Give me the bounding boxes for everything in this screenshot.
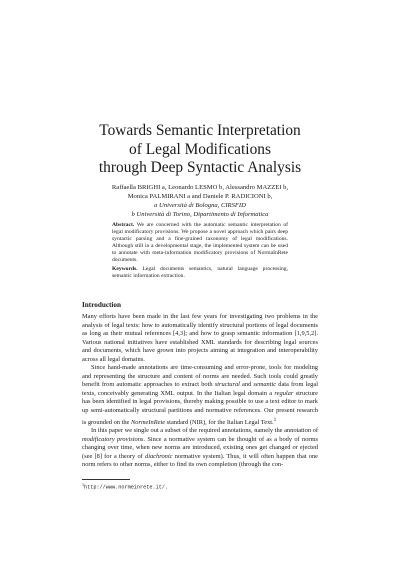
- authors-line-1: Raffaella BRIGHI a, Leonardo LESMO b, Alessandro MAZZEI b,: [111, 184, 289, 191]
- para2-text-a: Since hand-made annotations are time-consuming and error-prone, tools for modeling and representing the structure and content of norms are needed. Such tools could greatly benefit from automatic approaches to extract both: [82, 364, 318, 389]
- para2-emphasis-structural: structural: [214, 381, 240, 389]
- keywords-text: Legal documents semantics, natural language processing, semantic information extraction.: [112, 266, 288, 280]
- title-line-1: Towards Semantic Interpretation: [99, 122, 301, 139]
- para2-text-d: structure has been identified in legal provisions, thereby making possible to use a text editor to mark up semi-automatically structural partitions and normative references. Our present research is grounded on the: [82, 389, 318, 426]
- title-line-2: of Legal Modifications: [129, 140, 271, 158]
- authors-line-2: Monica PALMIRANI a and Daniele P. RADICIONI b,: [127, 193, 273, 200]
- paragraph-3: [82, 427, 318, 470]
- section-heading: Introduction: [82, 301, 122, 309]
- footnote-mark: 1: [82, 482, 84, 487]
- paper-title: [60, 122, 340, 178]
- abstract-block: [112, 222, 288, 283]
- para2-text-b: and: [239, 381, 254, 389]
- keywords: [112, 266, 288, 280]
- abstract: [112, 222, 288, 263]
- footnote: [82, 482, 168, 491]
- footnote-divider: [82, 479, 130, 480]
- footnote-reference: 1: [273, 416, 277, 423]
- para3-text-c: normative system). Thus, it will often happen that one norm refers to other norms, either to find its own completion (through the con-: [82, 452, 319, 469]
- author-block: [70, 183, 330, 219]
- title-line-3: through Deep Syntactic Analysis: [98, 159, 302, 176]
- keywords-label: Keywords.: [112, 266, 138, 273]
- para3-emphasis-diachronic: diachronic: [145, 452, 173, 460]
- para2-text-c: data from legal texts, conceivably generating XML output. In the Italian legal domain a: [82, 381, 318, 397]
- para3-emphasis-modificatory: modificatory provisions: [82, 435, 144, 443]
- affiliation-b: b Università di Torino, Dipartimento di Informatica: [131, 211, 269, 218]
- abstract-label: Abstract.: [112, 222, 135, 228]
- para2-emphasis-normeinrete: NormeInRete: [131, 418, 166, 426]
- para3-text-b: . Since a normative system can be thought of as a body of norms changing over time, when new norms are introduced, existing ones get changed or ejected (see [8] for a theory of: [82, 435, 318, 460]
- paragraph-1: Many efforts have been made in the last few years for investigating two problems in the analysis of legal texts: how to automatically identify structural portions of legal documents as long as their mutual references [4,3]; and how to grasp semantic information [1,9,5,2]. Various national initiatives have established XML standards for describing legal sources and documents, which have grown into projects aiming at integration and interoperability across all legal domains.: [82, 313, 318, 363]
- para2-text-e: standard (NIR), for the Italian Legal Text.: [165, 418, 274, 426]
- abstract-text: We are concerned with the automatic semantic interpretation of legal modificatory provisions. We propose a novel approach which pairs deep syntactic parsing and a fine-grained taxonomy of legal modifications. Although still in a developmental stage, the implemented system can be used to annotate with meta-information modificatory provisions of NormaInRete documents.: [112, 222, 288, 263]
- para2-emphasis-semantic: semantic: [253, 381, 277, 389]
- para3-text-a: In this paper we single out a subset of the required annotations, namely the annotation of: [91, 427, 318, 435]
- paragraph-2: [82, 364, 318, 427]
- body-text: [82, 313, 318, 470]
- para2-emphasis-regular: regular: [274, 389, 294, 397]
- footnote-url[interactable]: http://www.normeinrete.it/.: [84, 484, 169, 491]
- affiliation-a: a Università di Bologna, CIRSFID: [154, 202, 246, 209]
